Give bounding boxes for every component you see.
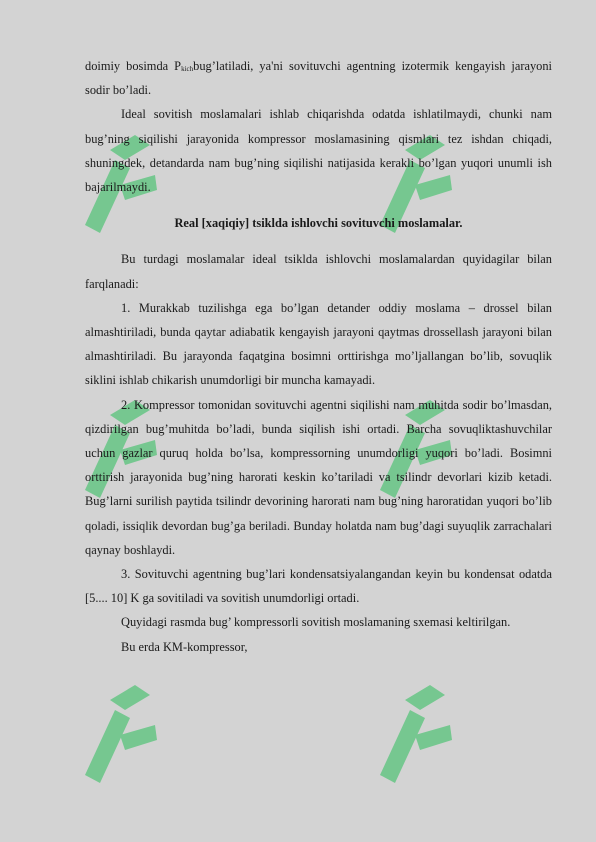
text-run: doimiy bosimda P bbox=[85, 59, 182, 73]
section-heading: Real [xaqiqiy] tsiklda ishlovchi sovituvchi moslamalar. bbox=[174, 216, 463, 231]
list-item-3: 3. Sovituvchi agentning bug’lari kondensatsiyalangandan keyin bu kondensat odatda [5.... 10] K ga sovitiladi va sovitish unumdorligi ortadi. bbox=[85, 567, 552, 606]
paragraph-continuation bbox=[85, 54, 552, 102]
body-text bbox=[85, 54, 552, 659]
paragraph: Bu erda KM-kompressor, bbox=[121, 639, 248, 654]
subscript: kich bbox=[181, 65, 194, 73]
paragraph: Ideal sovitish moslamalari ishlab chiqarishda odatda ishlatilmaydi, chunki nam bug’ning siqilishi jarayonida kompressor moslamasining qismlari tez ishdan chiqadi, shuningdek, detandarda nam bug’ning siqilishi natijasida kerakli bo’lgan yuqori unumli ish bajarilmaydi. bbox=[85, 107, 552, 195]
paragraph: Bu turdagi moslamalar ideal tsiklda ishlovchi moslamalardan quyidagilar bilan farqlanadi: bbox=[85, 252, 552, 291]
text-run: bug’latiladi, ya'ni sovituvchi agentning izotermik kengayish jarayoni sodir bo’ladi. bbox=[85, 59, 552, 98]
watermark-logo-icon bbox=[75, 680, 165, 790]
list-item-2: 2. Kompressor tomonidan sovituvchi agentni siqilishi nam muhitda sodir bo’lmasdan, qizdirilgan bug’muhitda bo’ladi, bunda siqilish ishi ortadi. Barcha sovuqliktashuvchilar uchun gazlar quruq holda bo’lsa, kompressorning unumdorligi yuqori bo’ladi. Bosimni orttirish jarayonida bug’ning harorati keskin ko’tariladi va tsilindr devorlari kizib ketadi. Bug’larni surilish paytida tsilindr devorining harorati nam bug’ning haroratidan yuqori bo’lib qoladi, issiqlik devordan bug’ga beriladi. Bunday holatda nam bug’dagi suyuqlik zarrachalari qaynay boshlaydi. bbox=[85, 397, 552, 557]
paragraph: Quyidagi rasmda bug’ kompressorli sovitish moslamaning sxemasi keltirilgan. bbox=[121, 615, 511, 630]
list-item-1: 1. Murakkab tuzilishga ega bo’lgan detander oddiy moslama – drossel bilan almashtiriladi, bunda qaytar adiabatik kengayish jarayoni qaytmas drossellash jarayoni bilan almashtiriladi. Bu jarayonda faqatgina bosimni orttirishga mo’ljallangan bo’lib, sovuqlik siklini ishlab chikarish unumdorligi bir muncha kamayadi. bbox=[85, 300, 552, 388]
watermark-logo-icon bbox=[370, 680, 460, 790]
